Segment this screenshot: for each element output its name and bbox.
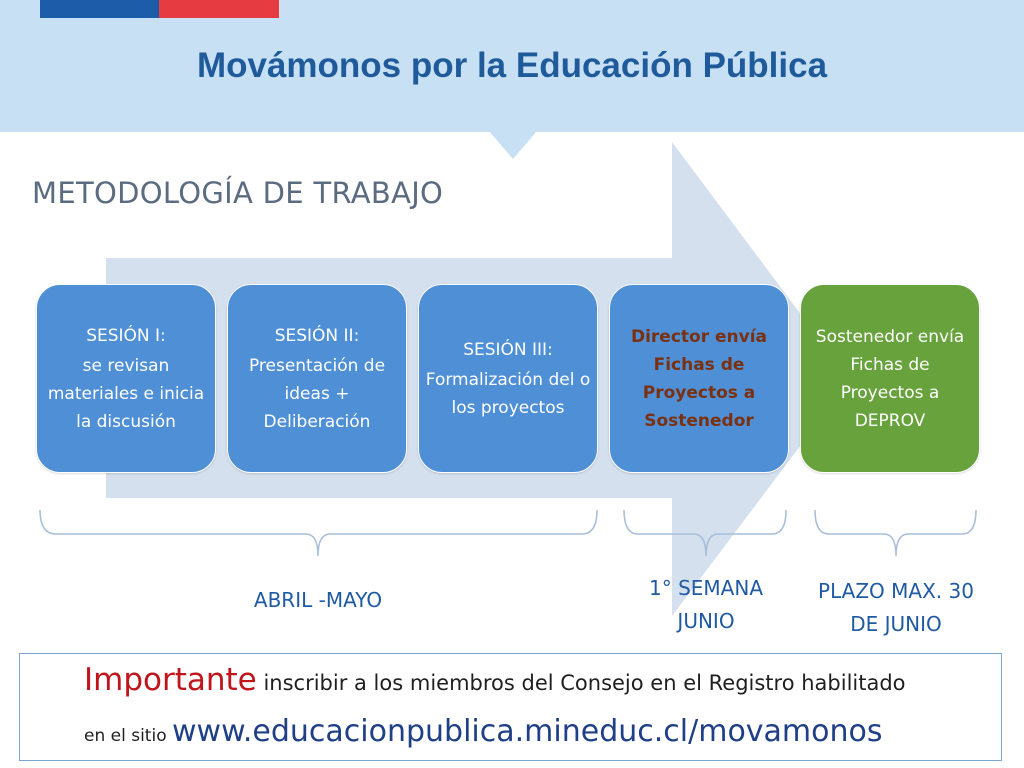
period-plazo bbox=[786, 575, 1006, 641]
session-2-title: SESIÓN II: bbox=[274, 325, 360, 346]
session-1-title: SESIÓN I: bbox=[86, 325, 166, 346]
bracket-plazo bbox=[815, 510, 976, 556]
bracket-abril-mayo bbox=[40, 510, 597, 556]
note-line-2 bbox=[84, 714, 883, 749]
session-3-title: SESIÓN III: bbox=[463, 339, 553, 360]
period-abril-mayo bbox=[218, 584, 418, 617]
session-1-body: se revisan materiales e inicia la discusión bbox=[47, 355, 205, 432]
period-plazo-line1: PLAZO MAX. 30 bbox=[818, 579, 974, 603]
page-title: Movámonos por la Educación Pública bbox=[196, 46, 828, 85]
session-3-body: Formalización del o los proyectos bbox=[425, 369, 591, 418]
period-plazo-line2: DE JUNIO bbox=[850, 612, 942, 636]
note-text-2: en el sitio bbox=[84, 726, 172, 746]
important-label: Importante bbox=[84, 662, 257, 698]
registry-url-link[interactable]: www.educacionpublica.mineduc.cl/movamonos bbox=[172, 714, 883, 749]
bracket-semana-junio bbox=[624, 510, 786, 556]
period-semana-junio-line2: JUNIO bbox=[677, 609, 735, 633]
important-note bbox=[19, 653, 1002, 761]
director-step-text: Director envía Fichas de Proyectos a Sostenedor bbox=[630, 326, 768, 431]
period-abril-mayo-label: ABRIL -MAYO bbox=[253, 588, 383, 612]
note-text-1: inscribir a los miembros del Consejo en el Registro habilitado bbox=[256, 671, 906, 695]
section-subtitle: METODOLOGÍA DE TRABAJO bbox=[32, 176, 444, 210]
period-semana-junio bbox=[606, 572, 806, 638]
session-2-body: Presentación de ideas + Deliberación bbox=[248, 355, 386, 432]
sostenedor-step-text: Sostenedor envía Fichas de Proyectos a DEPROV bbox=[815, 326, 965, 431]
note-line-1 bbox=[84, 662, 906, 698]
period-semana-junio-line1: 1° SEMANA bbox=[649, 576, 763, 600]
